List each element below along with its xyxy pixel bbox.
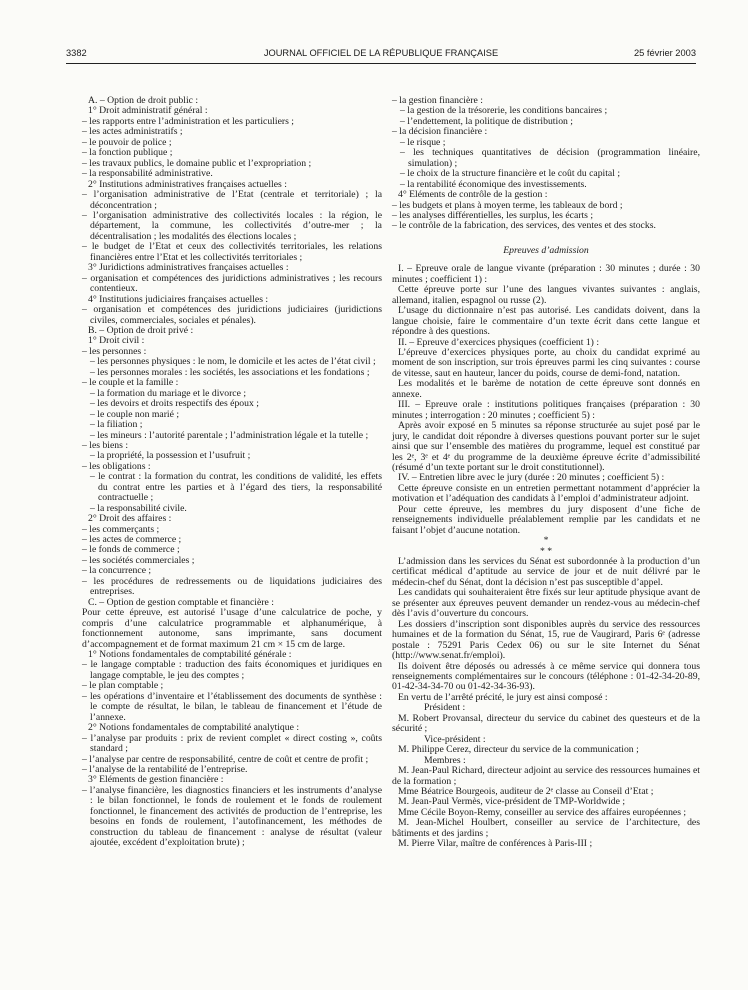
journal-title: JOURNAL OFFICIEL DE LA RÉPUBLIQUE FRANÇAISE [263,48,499,58]
paragraph: – les personnes physiques : le nom, le domicile et les actes de l’état civil ; [90,356,376,368]
paragraph: L’admission dans les services du Sénat est subordonnée à la production d’un certificat médical d’aptitude au service de jour et de nuit délivré par le médecin-chef du Sénat, dont la décision n’est pas susceptible d’appel. [392,556,700,588]
publication-date: 25 février 2003 [633,48,696,58]
paragraph: A. – Option de droit public : [88,95,199,106]
paragraph: M. Philippe Cerez, directeur du service de la communication ; [398,744,639,756]
paragraph: – la formation du mariage et le divorce ; [90,387,247,399]
paragraph: L’usage du dictionnaire n’est pas autorisé. Les candidats doivent, dans la langue choisie, faire le commentaire d’un texte écrit dans cette langue et répondre à des questions. [392,305,700,338]
page-number: 3382 [66,48,87,58]
paragraph: – le contrat : la formation du contrat, les conditions de validité, les effets du contrat entre les parties et à l’égard des tiers, la responsabilité contractuelle ; [90,471,382,504]
right-column [392,96,700,850]
paragraph: – le contrôle de la fabrication, des services, des ventes et des stocks. [392,220,656,232]
paragraph: – les biens : [82,439,129,451]
paragraph: – les procédures de redressements ou de liquidations judiciaires des entreprises. [82,575,382,598]
paragraph: – la gestion de la trésorerie, les conditions bancaires ; [400,105,608,117]
paragraph: – le pouvoir de police ; [82,136,172,148]
paragraph: – le couple et la famille : [82,377,179,389]
paragraph: – organisation et compétences des juridictions judiciaires (juridictions civiles, commerciales, sociales et pénales). [82,304,382,326]
paragraph: II. – Epreuve d’exercices physiques (coefficient 1) : [398,336,600,348]
paragraph: 1° Notions fondamentales de comptabilité générale : [88,649,292,661]
paragraph: – les techniques quantitatives de décision (programmation linéaire, simulation) ; [400,147,700,169]
paragraph: Après avoir exposé en 5 minutes sa réponse structurée au sujet posé par le jury, le candidat doit répondre à diverses questions pouvant porter sur le sujet ainsi que sur l’ensemble des matières du programme, lequel est constitué par les 2ᵉ, 3ᵉ et 4ᵉ du programme de la deuxième épreuve écrite d’admissibilité (résumé d’un texte portant sur le droit constitutionnel). [392,420,700,473]
paragraph: 2° Notions fondamentales de comptabilité analytique : [88,722,300,734]
paragraph: C. – Option de gestion comptable et financière : [88,596,274,608]
paragraph: M. Jean-Paul Vermès, vice-président de TMP-Worldwide ; [398,796,626,808]
paragraph: – le choix de la structure financière et le coût du capital ; [400,168,621,180]
paragraph: – la décision financière : [392,126,488,138]
paragraph: – l’analyse par centre de responsabilité, centre de coût et centre de profit ; [82,753,369,765]
paragraph: – le fonds de commerce ; [82,544,180,556]
paragraph: Epreuves d’admission [503,244,589,256]
paragraph: – la gestion financière : [392,95,483,106]
paragraph: – les analyses différentielles, les surplus, les écarts ; [392,209,594,221]
paragraph: – le langage comptable : traduction des faits économiques et juridiques en langage comptable, le jeu des comptes ; [82,659,382,681]
paragraph: 2° Droit des affaires : [88,513,172,525]
paragraph: Cette épreuve porte sur l’une des langues vivantes suivantes : anglais, allemand, italien, espagnol ou russe (2). [392,284,700,306]
paragraph: – les devoirs et droits respectifs des époux ; [90,398,259,410]
paragraph: – le budget de l’Etat et ceux des collectivités territoriales, les relations financières entre l’Etat et les collectivités territoriales ; [82,241,382,263]
paragraph: Président : [424,702,466,714]
paragraph: – les rapports entre l’administration et les particuliers ; [82,115,294,127]
paragraph: – l’endettement, la politique de distribution ; [400,115,573,127]
paragraph: – le couple non marié ; [90,408,180,420]
paragraph: M. Jean-Michel Houlbert, conseiller au service de l’architecture, des bâtiments et des jardins ; [392,817,700,839]
paragraph: Vice-président : [424,733,486,745]
paragraph: 3° Eléments de gestion financière : [88,774,224,786]
paragraph: 4° Institutions judiciaires françaises actuelles : [88,293,269,305]
paragraph: Les dossiers d’inscription sont disponibles auprès du service des ressources humaines et de la formation du Sénat, 15, rue de Vaugirard, Paris 6ᵉ (adresse postale : 75291 Paris Cedex 06) ou sur le site Internet du Sénat (http://www.senat.fr/emploi). [392,618,700,662]
paragraph: 4° Eléments de contrôle de la gestion : [398,189,548,201]
paragraph: Membres : [424,754,466,766]
paragraph: * * [539,545,553,557]
paragraph: Mme Béatrice Bourgeois, auditeur de 2ᵉ classe au Conseil d’Etat ; [398,786,654,797]
paragraph: – les opérations d’inventaire et l’établissement des documents de synthèse : le compte de résultat, le bilan, le tableau de financement et l’étude de l’annexe. [82,690,382,723]
header-rule [66,63,696,64]
paragraph: Pour cette épreuve, les membres du jury disposent d’une fiche de renseignements individuelle préalablement remplie par les candidats et ne faisant l’objet d’aucune notation. [392,503,700,536]
paragraph: B. – Option de droit privé : [88,324,194,336]
paragraph: Ils doivent être déposés ou adressés à ce même service qui donnera tous renseignements complémentaires sur le concours (téléphone : 01-42-34-20-89, 01-42-34-34-70 ou 01-42-34-36-93). [392,660,700,693]
paragraph: – la filiation ; [90,419,143,431]
paragraph: – l’organisation administrative de l’Etat (centrale et territoriale) ; la déconcentration ; [82,189,382,211]
paragraph: – la propriété, la possession et l’usufruit ; [90,450,251,462]
paragraph: 3° Juridictions administratives françaises actuelles : [88,262,289,274]
paragraph: Les candidats qui souhaiteraient être fixés sur leur aptitude physique avant de se présenter aux épreuves peuvent demander un rendez-vous au médecin-chef dès l’avis d’ouverture du concours. [392,587,700,620]
paragraph: M. Robert Provansal, directeur du service du cabinet des questeurs et de la sécurité ; [392,712,700,735]
paragraph: L’épreuve d’exercices physiques porte, au choix du candidat exprimé au moment de son inscription, sur trois épreuves parmi les cinq suivantes : course de vitesse, saut en hauteur, lancer du poids, course de demi-fond, natation. [392,346,700,379]
paragraph: – les budgets et plans à moyen terme, les tableaux de bord ; [392,199,623,211]
paragraph: – les obligations : [82,460,151,472]
paragraph: – la responsabilité administrative. [82,168,213,180]
paragraph: – les actes de commerce ; [82,534,182,546]
paragraph: – la rentabilité économique des investissements. [400,178,587,190]
paragraph: – l’analyse financière, les diagnostics financiers et les instruments d’analyse : le bilan fonctionnel, le fonds de roulement et le fonds de roulement fonctionnel, le financement des activités de production de l’entreprise, les besoins en fonds de roulement, l’autofinancement, les méthodes de construction du tableau de financement : analyse de résultat (valeur ajoutée, excédent d’exploitation brute) ; [82,784,382,849]
paragraph: – les mineurs : l’autorité parentale ; l’administration légale et la tutelle ; [90,429,369,441]
paragraph: – les commerçants ; [82,523,160,535]
paragraph: Mme Cécile Boyon-Remy, conseiller au service des affaires européennes ; [398,806,687,818]
paragraph: – les sociétés commerciales ; [82,554,195,566]
paragraph: – les personnes morales : les sociétés, les associations et les fondations ; [90,366,370,378]
paragraph: – l’analyse de la rentabilité de l’entreprise. [82,764,248,775]
paragraph: – l’organisation administrative des collectivités locales : la région, le département, la commune, les collectivités d’outre-mer ; la décentralisation ; les modalités des élections locales ; [82,209,382,242]
paragraph: – la concurrence ; [82,565,152,577]
paragraph: – organisation et compétences des juridictions administratives ; les recours contentieux. [82,272,382,295]
paragraph: M. Jean-Paul Richard, directeur adjoint au service des ressources humaines et de la formation ; [392,765,700,787]
paragraph: – les personnes : [82,345,147,357]
paragraph: 2° Institutions administratives françaises actuelles : [88,178,287,190]
paragraph: IV. – Entretien libre avec le jury (durée : 20 minutes ; coefficient 5) : [398,472,665,484]
paragraph: 1° Droit civil : [88,335,145,347]
spacer [392,232,700,246]
paragraph: 1° Droit administratif général : [88,105,208,117]
paragraph: – le plan comptable ; [82,680,164,692]
paragraph: Pour cette épreuve, est autorisé l’usage d’une calculatrice de poche, y compris d’une calculatrice programmable et alphanumérique, à fonctionnement autonome, sans imprimante, sans document d’accompagnement et de format maximum 21 cm × 15 cm de large. [82,607,382,650]
paragraph: Les modalités et le barème de notation de cette épreuve sont donnés en annexe. [392,378,700,400]
paragraph: I. – Epreuve orale de langue vivante (préparation : 30 minutes ; durée : 30 minutes ; coefficient 1) : [392,263,700,285]
paragraph: – la responsabilité civile. [90,502,187,514]
paragraph: III. – Epreuve orale : institutions politiques françaises (préparation : 30 minutes ; interrogation : 20 minutes ; coefficient 5) : [392,399,700,421]
left-column [82,96,382,849]
paragraph: * [543,535,549,547]
paragraph: – les travaux publics, le domaine public et l’expropriation ; [82,157,312,169]
paragraph: Cette épreuve consiste en un entretien permettant notamment d’apprécier la motivation et l’adéquation des candidats à l’emploi d’administrateur adjoint. [392,482,700,505]
paragraph: – le risque ; [400,136,446,148]
paragraph: – l’analyse par produits : prix de revient complet « direct costing », coûts standard ; [82,732,382,755]
paragraph: – les actes administratifs ; [82,126,183,138]
paragraph: En vertu de l’arrêté précité, le jury est ainsi composé : [398,691,608,703]
paragraph: – la fonction publique ; [82,147,173,159]
page-header [66,48,696,62]
paragraph: M. Pierre Vilar, maître de conférences à Paris-III ; [398,838,593,850]
